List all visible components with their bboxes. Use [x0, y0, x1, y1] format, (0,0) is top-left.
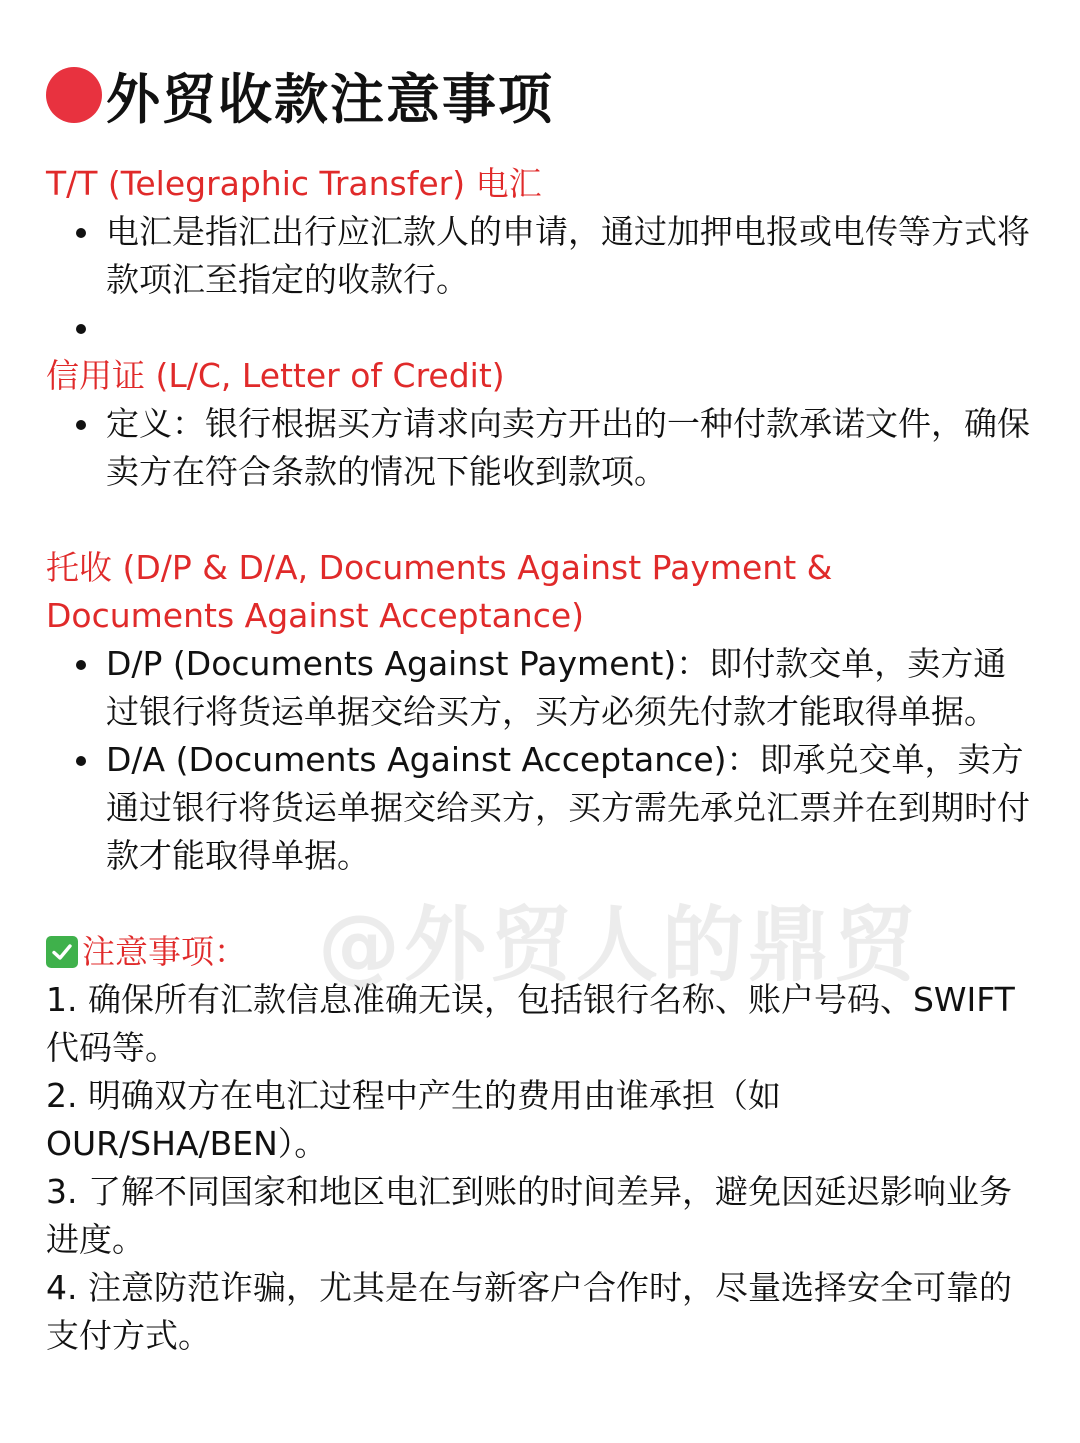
section-heading-line: 托收 (D/P & D/A, Documents Against Payment & — [46, 548, 833, 587]
notes-heading-text: 注意事项： — [82, 932, 247, 971]
tt-bullet-list — [46, 208, 1036, 352]
list-item — [106, 400, 1036, 496]
collection-bullet-list — [46, 640, 1036, 880]
lc-bullet-text: 定义：银行根据买方请求向卖方开出的一种付款承诺文件，确保卖方在符合条款的情况下能收到款项。 — [106, 404, 1030, 491]
note-item: 2. 明确双方在电汇过程中产生的费用由谁承担（如OUR/SHA/BEN）。 — [46, 1076, 781, 1163]
list-item — [106, 208, 1036, 304]
section-heading-lc: 信用证 (L/C, Letter of Credit) — [46, 356, 505, 395]
bullet-dot-icon — [76, 420, 86, 430]
section-heading-line: Documents Against Acceptance) — [46, 596, 585, 635]
check-mark-button-icon — [46, 936, 78, 968]
bullet-dot-icon — [76, 324, 86, 334]
list-item — [106, 736, 1036, 880]
da-bullet-text: D/A (Documents Against Acceptance)：即承兑交单，卖方通过银行将货运单据交给买方，买方需先承兑汇票并在到期时付款才能取得单据。 — [106, 740, 1030, 875]
list-item — [106, 640, 1036, 736]
page-title: 外贸收款注意事项 — [106, 67, 554, 131]
lc-bullet-list — [46, 400, 1036, 496]
bullet-dot-icon — [76, 228, 86, 238]
tt-bullet-text: 电汇是指汇出行应汇款人的申请，通过加押电报或电传等方式将款项汇至指定的收款行。 — [106, 212, 1030, 299]
bullet-dot-icon — [76, 756, 86, 766]
note-item: 3. 了解不同国家和地区电汇到账的时间差异，避免因延迟影响业务进度。 — [46, 1172, 1012, 1259]
bullet-dot-icon — [76, 660, 86, 670]
spacer — [46, 496, 1036, 544]
note-item: 1. 确保所有汇款信息准确无误，包括银行名称、账户号码、SWIFT代码等。 — [46, 980, 1015, 1067]
dp-bullet-text: D/P (Documents Against Payment)：即付款交单，卖方通过银行将货运单据交给买方，买方必须先付款才能取得单据。 — [106, 644, 1007, 731]
list-item-empty — [106, 304, 1036, 352]
content — [46, 160, 1036, 1360]
title-row — [46, 60, 554, 130]
notes-list — [46, 976, 1036, 1360]
note-item: 4. 注意防范诈骗，尤其是在与新客户合作时，尽量选择安全可靠的支付方式。 — [46, 1268, 1012, 1355]
notes-heading — [46, 928, 1036, 976]
section-heading-collection — [46, 544, 1036, 640]
red-circle-icon — [46, 67, 102, 123]
spacer — [46, 880, 1036, 928]
section-heading-tt: T/T (Telegraphic Transfer) 电汇 — [46, 164, 542, 203]
watermark: @外贸人的鼎贸 — [318, 898, 921, 993]
